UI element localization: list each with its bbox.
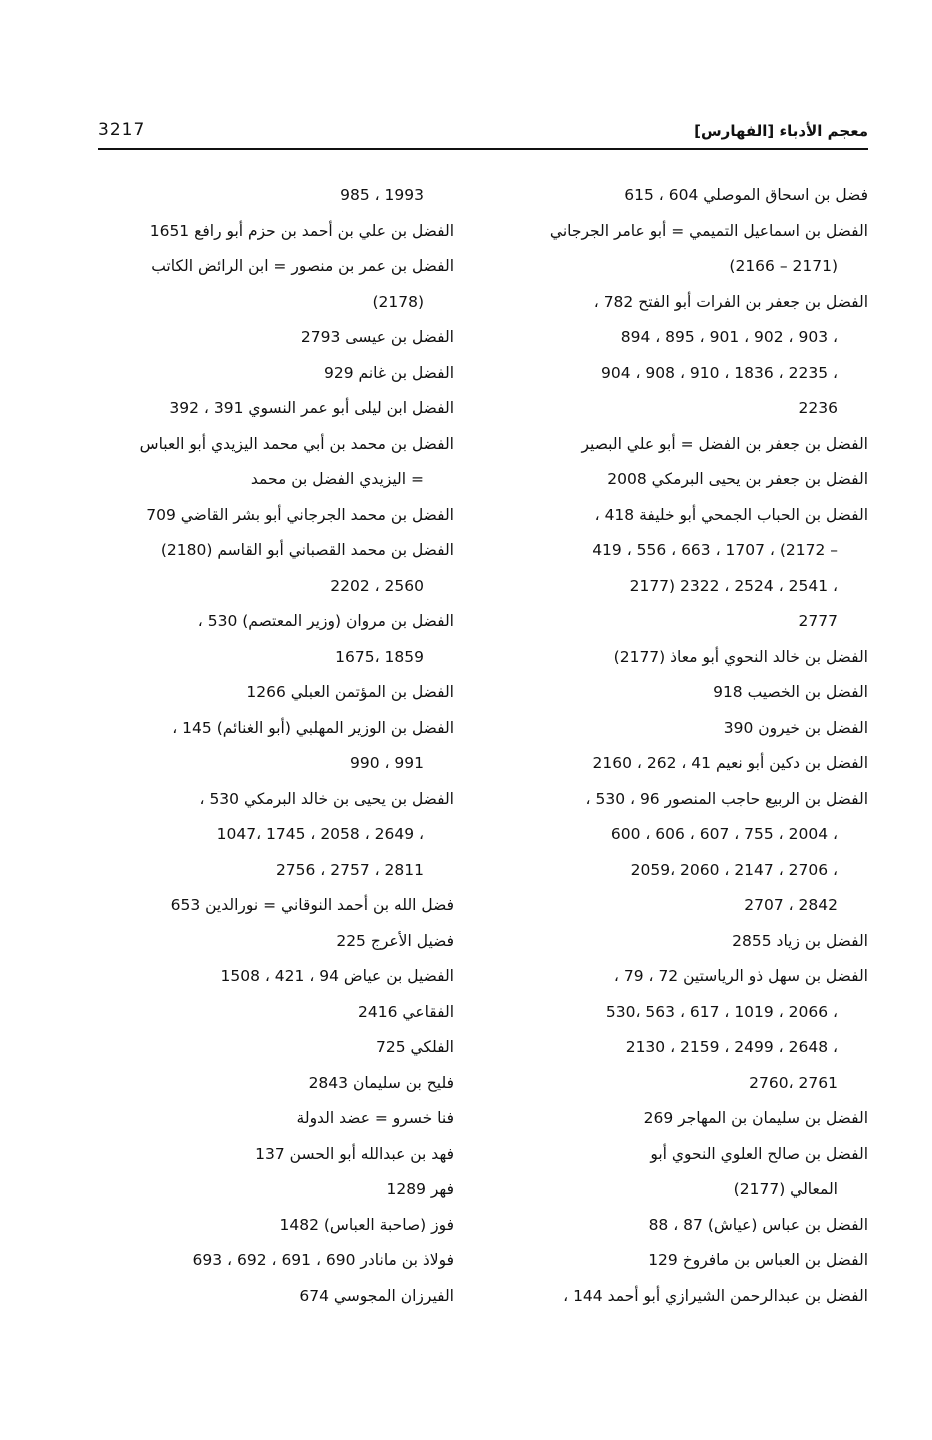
- index-entry: الفضل بن الخصيب 918: [713, 683, 868, 701]
- index-entry: الفضل بن جعفر بن يحيى البرمكي 2008: [607, 470, 868, 488]
- index-entry: الفقاعي 2416: [358, 1002, 454, 1021]
- index-entry: الفضل بن جعفر بن الفضل = أبو علي البصير: [581, 434, 868, 453]
- index-entry: الفضل بن عمر بن منصور = ابن الرائض الكاتب: [151, 257, 454, 275]
- index-entry-continuation: 2130 ، 2159 ، 2499 ، 2648 ،: [625, 1038, 838, 1056]
- index-entry: الفضل بن العباس بن مافروخ 129: [648, 1251, 868, 1269]
- index-entry-continuation: 1675، 1859: [335, 647, 424, 666]
- index-entry: الفضل بن غانم 929: [324, 363, 454, 382]
- index-entry-continuation: 990 ، 991: [349, 754, 424, 772]
- index-entry: الفضل بن محمد القصباني أبو القاسم (2180): [160, 541, 454, 559]
- index-entry-continuation: 2707 ، 2842: [744, 896, 838, 914]
- index-entry-continuation: 2202 ، 2560: [330, 576, 424, 595]
- index-entry: الفضل بن الوزير المهلبي (أبو الغنائم) 145 ،: [172, 718, 454, 737]
- index-entry: الفضل بن دكين أبو نعيم 41 ، 262 ، 2160: [592, 754, 868, 772]
- index-entry: فهد بن عبدالله أبو الحسن 137: [255, 1144, 454, 1163]
- index-entry: فنا خسرو = عضد الدولة: [296, 1109, 454, 1127]
- index-entry: الفضل بن صالح العلوي النحوي أبو: [650, 1144, 868, 1163]
- index-entry: الفضل بن محمد بن أبي محمد اليزيدي أبو العباس: [139, 434, 454, 453]
- index-entry: الفضل بن المؤتمن العبلي 1266: [246, 683, 454, 701]
- index-entry: الفضل بن عبدالرحمن الشيرازي أبو أحمد 144 ،: [563, 1286, 868, 1305]
- index-entry: فهر 1289: [386, 1180, 454, 1198]
- index-entry: الفضل بن محمد الجرجاني أبو بشر القاضي 709: [146, 505, 454, 524]
- page-header: [98, 112, 868, 150]
- index-entry: الفضل بن سهل ذو الرياستين 72 ، 79 ،: [613, 967, 868, 985]
- index-entry: الفضل ابن ليلى أبو عمر النسوي 391 ، 392: [169, 399, 454, 417]
- index-entry: الفضل بن الربيع حاجب المنصور 96 ، 530 ،: [585, 789, 868, 808]
- index-entry: الفضل بن الحباب الجمحي أبو خليفة 418 ،: [594, 505, 868, 524]
- index-entry: الفضل بن زياد 2855: [732, 931, 868, 950]
- running-title: معجم الأدباء [الفهارس]: [694, 122, 868, 140]
- index-entry: الفلكي 725: [375, 1038, 454, 1056]
- index-entry-continuation: 2756 ، 2757 ، 2811: [275, 860, 424, 879]
- index-entry-continuation: 904 ، 908 ، 910 ، 1836 ، 2235 ،: [600, 363, 838, 382]
- index-entry-continuation: (2178): [372, 292, 424, 311]
- index-entry-continuation: 2760، 2761: [749, 1073, 838, 1092]
- page-number: 3217: [98, 120, 146, 140]
- index-entry: الفضيل بن عياض 94 ، 421 ، 1508: [220, 967, 454, 985]
- index-entry: الفضل بن جعفر بن الفرات أبو الفتح 782 ،: [593, 292, 868, 311]
- index-column-left: [92, 178, 454, 1314]
- index-entry-continuation: 600 ، 606 ، 607 ، 755 ، 2004 ،: [610, 825, 838, 843]
- index-entry-continuation: 985 ، 1993: [340, 186, 424, 204]
- index-column-right: [513, 178, 868, 1314]
- index-entry-continuation: المعالي (2177): [733, 1180, 838, 1198]
- index-entry: فضل بن اسحاق الموصلي 604 ، 615: [624, 186, 868, 204]
- index-entry: الفضل بن عباس (عياش) 87 ، 88: [648, 1215, 868, 1234]
- index-entry-continuation: 2059، 2060 ، 2147 ، 2706 ،: [630, 860, 838, 879]
- index-entry: الفيرزان المجوسي 674: [299, 1286, 454, 1305]
- index-entry: الفضل بن سليمان بن المهاجر 269: [643, 1109, 868, 1127]
- index-entry-continuation: 530، 563 ، 617 ، 1019 ، 2066 ،: [605, 1002, 838, 1021]
- index-entry: فضل الله بن أحمد النوقاني = نورالدين 653: [170, 896, 454, 914]
- index-entry-continuation: 1047، 1745 ، 2058 ، 2649 ،: [216, 825, 424, 843]
- index-entry: الفضل بن يحيى بن خالد البرمكي 530 ،: [199, 789, 454, 808]
- index-entry: الفضل بن مروان (وزير المعتصم) 530 ،: [197, 612, 454, 630]
- index-entry-continuation: (2166 – 2171): [729, 257, 838, 275]
- index-entry-continuation: 2777: [798, 612, 838, 630]
- index-entry-continuation: 419 ، 556 ، 663 ، 1707 ، (2172 –: [592, 541, 838, 559]
- index-entry: الفضل بن اسماعيل التميمي = أبو عامر الجرجاني: [549, 221, 868, 240]
- index-entry-continuation: = اليزيدي الفضل بن محمد: [250, 470, 424, 488]
- index-entry: الفضل بن خيرون 390: [723, 718, 868, 737]
- index-entry: فوز (صاحبة العباس) 1482: [279, 1215, 454, 1234]
- index-entry: الفضل بن علي بن أحمد بن حزم أبو رافع 1651: [149, 221, 454, 240]
- index-entry-continuation: 2177) 2322 ، 2524 ، 2541 ،: [629, 576, 838, 595]
- index-entry: فليح بن سليمان 2843: [308, 1073, 454, 1092]
- index-entry: الفضل بن خالد النحوي أبو معاذ (2177): [613, 647, 868, 666]
- index-entry: فضيل الأعرج 225: [336, 931, 454, 950]
- index-entry-continuation: 894 ، 895 ، 901 ، 902 ، 903 ،: [620, 328, 838, 346]
- index-entry: فولاذ بن مانادر 690 ، 691 ، 692 ، 693: [192, 1251, 454, 1269]
- index-entry: الفضل بن عيسى 2793: [300, 328, 454, 346]
- index-entry-continuation: 2236: [798, 399, 838, 417]
